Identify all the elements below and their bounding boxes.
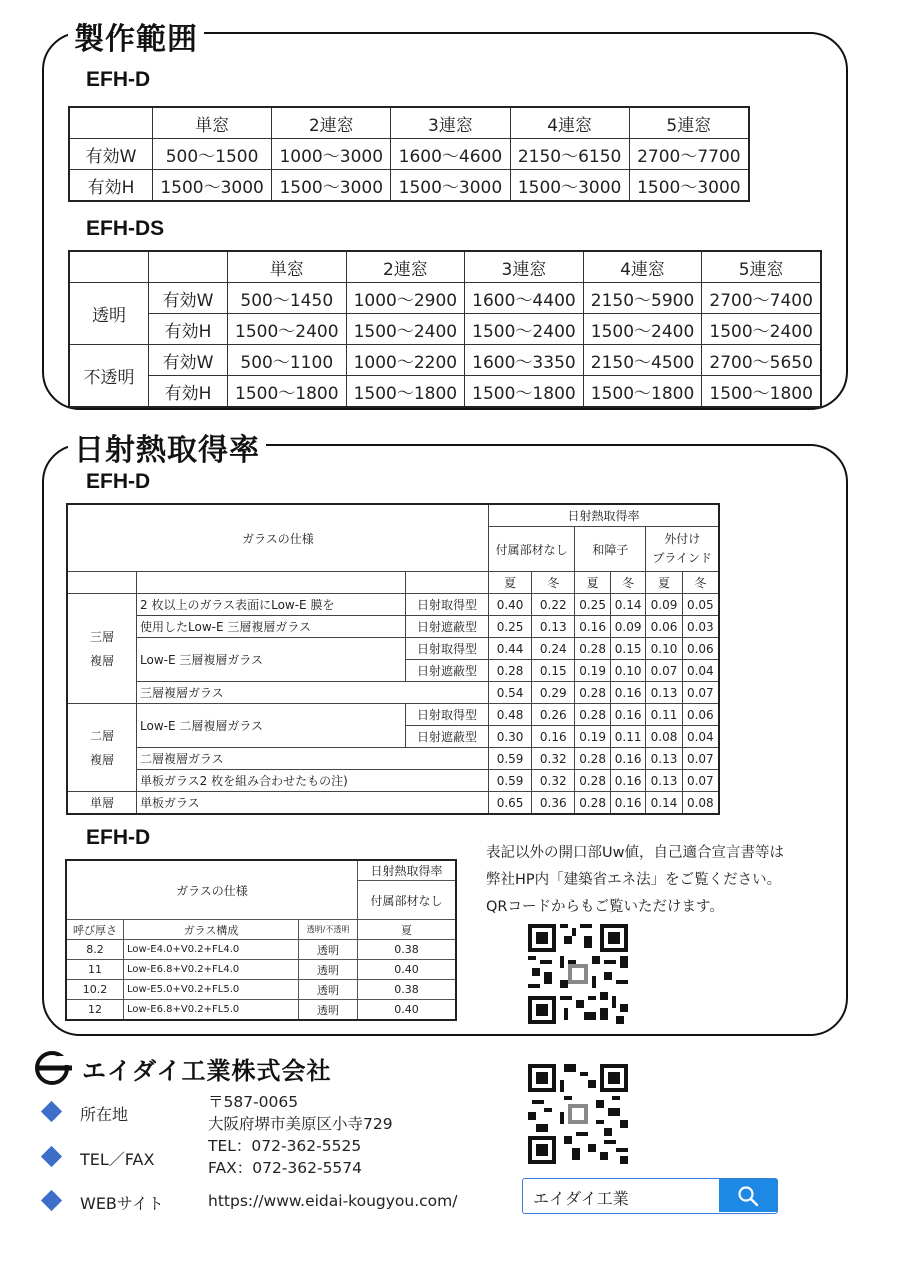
value-cell: 0.44	[489, 638, 532, 660]
table-row	[67, 638, 719, 660]
diamond-bullet-icon	[41, 1101, 62, 1122]
col-header: ガラス構成	[124, 920, 299, 940]
value-cell: 0.40	[489, 594, 532, 616]
table-cell: 1000～2900	[346, 283, 465, 314]
header-cell: 5連窓	[702, 251, 821, 283]
telfax-value	[208, 1135, 362, 1179]
category-double	[67, 704, 137, 792]
col-group-blind-line1: 外付け	[664, 532, 701, 546]
table-cell: 1500～2400	[228, 314, 347, 345]
table-cell: 500～1500	[153, 139, 272, 170]
value-cell: 0.04	[682, 660, 719, 682]
value-cell: 0.05	[682, 594, 719, 616]
value-cell: 0.13	[646, 748, 682, 770]
col-group-blind-line2: ブラインド	[652, 551, 713, 565]
table-row	[69, 283, 821, 314]
row-label: 有効H	[149, 314, 228, 345]
row-label: 有効W	[149, 283, 228, 314]
value-cell: 0.13	[646, 682, 682, 704]
sub-header: 付属部材なし	[358, 881, 457, 920]
table-cell: 1000～2200	[346, 345, 465, 376]
address-label: 所在地	[80, 1105, 129, 1124]
value-cell: 0.65	[489, 792, 532, 815]
glass-desc: 二層複層ガラス	[137, 748, 489, 770]
glass-type: 日射遮蔽型	[406, 616, 489, 638]
subtitle-efh-d-range: EFH-D	[86, 68, 151, 91]
category-label: 三層	[89, 629, 114, 644]
table-cell: 11	[66, 960, 124, 980]
value-cell: 0.13	[646, 770, 682, 792]
value-cell: 0.24	[532, 638, 575, 660]
table-cell: 1500～2400	[702, 314, 821, 345]
value-cell: 0.28	[575, 792, 611, 815]
value-cell: 0.59	[489, 770, 532, 792]
col-group-blind	[646, 527, 719, 572]
value-cell: 0.59	[489, 748, 532, 770]
note-line: 弊社HP内「建築省エネ法」をご覧ください。	[486, 872, 782, 888]
col-group-shoji: 和障子	[575, 527, 646, 572]
row-label: 有効W	[69, 139, 153, 170]
table-cell: 1500～1800	[465, 376, 584, 408]
table-row	[69, 345, 821, 376]
table-cell: 透明	[299, 980, 358, 1000]
value-cell: 0.28	[575, 704, 611, 726]
season-cell: 冬	[682, 572, 719, 594]
empty-cell	[137, 572, 406, 594]
header-cell: 2連窓	[346, 251, 465, 283]
table-cell: 2150～4500	[583, 345, 702, 376]
value-cell: 0.04	[682, 726, 719, 748]
value-cell: 0.16	[610, 770, 646, 792]
value-cell: 0.09	[646, 594, 682, 616]
category-label: 複層	[89, 752, 114, 767]
table-cell: 1500～2400	[346, 314, 465, 345]
value-cell: 0.13	[532, 616, 575, 638]
fax-number: FAX：072-362-5574	[208, 1159, 363, 1177]
table-cell: 2150～5900	[583, 283, 702, 314]
website-link[interactable]: https://www.eidai-kougyou.com/	[208, 1192, 458, 1210]
table-row	[69, 314, 821, 345]
search-icon	[737, 1185, 759, 1207]
table-cell: 0.40	[358, 960, 457, 980]
value-cell: 0.16	[532, 726, 575, 748]
table-cell: 透明	[299, 960, 358, 980]
group-label: 不透明	[69, 345, 149, 408]
empty-cell	[67, 572, 137, 594]
season-cell: 夏	[646, 572, 682, 594]
table-cell: 1500～2400	[583, 314, 702, 345]
value-cell: 0.54	[489, 682, 532, 704]
row-label: 有効H	[69, 170, 153, 202]
value-cell: 0.48	[489, 704, 532, 726]
value-cell: 0.15	[532, 660, 575, 682]
glass-desc: 三層複層ガラス	[137, 682, 489, 704]
col-header: 透明/不透明	[299, 920, 358, 940]
value-cell: 0.16	[575, 616, 611, 638]
tel-number: TEL：072-362-5525	[208, 1137, 362, 1155]
spec-header: ガラスの仕様	[66, 860, 358, 920]
table-row	[69, 170, 749, 202]
header-cell: 単窓	[228, 251, 347, 283]
table-cell: 1500～3000	[272, 170, 391, 202]
header-cell: 2連窓	[272, 107, 391, 139]
value-cell: 0.14	[646, 792, 682, 815]
season-cell: 冬	[532, 572, 575, 594]
value-cell: 0.16	[610, 748, 646, 770]
table-row	[67, 616, 719, 638]
spec-header: ガラスの仕様	[67, 504, 489, 572]
header-cell: 4連窓	[583, 251, 702, 283]
table-row	[67, 572, 719, 594]
value-cell: 0.28	[575, 748, 611, 770]
table-cell: 0.40	[358, 1000, 457, 1021]
table-row	[69, 139, 749, 170]
table-row	[69, 251, 821, 283]
shgc-table-efh-d	[66, 503, 720, 815]
glass-type: 日射遮蔽型	[406, 660, 489, 682]
value-cell: 0.36	[532, 792, 575, 815]
header-cell	[69, 107, 153, 139]
table-row	[67, 504, 719, 527]
table-cell: 1600～4400	[465, 283, 584, 314]
diamond-bullet-icon	[41, 1146, 62, 1167]
note-line: QRコードからもご覧いただけます。	[486, 899, 724, 915]
value-cell: 0.25	[575, 594, 611, 616]
value-cell: 0.06	[646, 616, 682, 638]
col-group-none: 付属部材なし	[489, 527, 575, 572]
value-cell: 0.32	[532, 748, 575, 770]
glass-type: 日射取得型	[406, 638, 489, 660]
glass-desc: Low-E 三層複層ガラス	[137, 638, 406, 682]
glass-desc: 使用したLow-E 三層複層ガラス	[137, 616, 406, 638]
header-cell: 4連窓	[510, 107, 629, 139]
table-row	[67, 594, 719, 616]
glass-type: 日射取得型	[406, 704, 489, 726]
table-row	[67, 704, 719, 726]
season-cell: 夏	[489, 572, 532, 594]
value-cell: 0.16	[610, 704, 646, 726]
season-cell: 夏	[575, 572, 611, 594]
table-row	[67, 770, 719, 792]
search-input[interactable]: エイダイ工業	[533, 1189, 629, 1208]
table-row	[69, 107, 749, 139]
glass-desc: 単板ガラス	[137, 792, 489, 815]
value-cell: 0.28	[575, 638, 611, 660]
rate-header: 日射熱取得率	[358, 860, 457, 881]
value-cell: 0.15	[610, 638, 646, 660]
value-cell: 0.22	[532, 594, 575, 616]
table-row	[66, 1000, 456, 1021]
table-cell: 1500～3000	[391, 170, 510, 202]
subtitle-efh-d-shgc-2: EFH-D	[86, 826, 151, 849]
value-cell: 0.10	[646, 638, 682, 660]
value-cell: 0.16	[610, 792, 646, 815]
value-cell: 0.06	[682, 704, 719, 726]
glass-desc: Low-E 二層複層ガラス	[137, 704, 406, 748]
value-cell: 0.03	[682, 616, 719, 638]
address-value	[208, 1091, 393, 1135]
company-name: エイダイ工業株式会社	[82, 1056, 332, 1085]
table-row	[66, 960, 456, 980]
value-cell: 0.10	[610, 660, 646, 682]
postal-code: 〒587-0065	[208, 1093, 299, 1111]
table-row	[66, 980, 456, 1000]
category-label: 複層	[89, 653, 114, 668]
table-cell: 1500～2400	[465, 314, 584, 345]
table-row	[67, 748, 719, 770]
table-cell: 2700～7700	[629, 139, 749, 170]
row-label: 有効W	[149, 345, 228, 376]
search-box[interactable]	[522, 1178, 778, 1214]
value-cell: 0.11	[610, 726, 646, 748]
value-cell: 0.06	[682, 638, 719, 660]
table-cell: 透明	[299, 940, 358, 960]
table-cell: Low-E6.8+V0.2+FL4.0	[124, 960, 299, 980]
table-cell: 1500～3000	[153, 170, 272, 202]
value-cell: 0.19	[575, 726, 611, 748]
header-cell: 3連窓	[465, 251, 584, 283]
diamond-bullet-icon	[41, 1190, 62, 1211]
table-cell: 1500～1800	[346, 376, 465, 408]
table-cell: 500～1100	[228, 345, 347, 376]
table-cell: 0.38	[358, 940, 457, 960]
section-title-solar-heat-gain: 日射熱取得率	[68, 425, 266, 469]
search-button[interactable]	[719, 1179, 777, 1212]
web-label: WEBサイト	[80, 1194, 164, 1213]
table-cell: 透明	[299, 1000, 358, 1021]
value-cell: 0.08	[646, 726, 682, 748]
table-cell: 8.2	[66, 940, 124, 960]
col-header: 呼び厚さ	[66, 920, 124, 940]
value-cell: 0.28	[489, 660, 532, 682]
value-cell: 0.16	[610, 682, 646, 704]
row-label: 有効H	[149, 376, 228, 408]
range-table-efh-ds	[68, 250, 822, 408]
section-title-production-range: 製作範囲	[68, 14, 204, 58]
value-cell: 0.26	[532, 704, 575, 726]
table-cell: 0.38	[358, 980, 457, 1000]
qr-code-website[interactable]	[528, 1064, 628, 1164]
table-cell: Low-E6.8+V0.2+FL5.0	[124, 1000, 299, 1021]
company-logo-icon	[34, 1050, 74, 1086]
subtitle-efh-d-shgc: EFH-D	[86, 470, 151, 493]
table-cell: 500～1450	[228, 283, 347, 314]
category-label: 二層	[89, 728, 114, 743]
table-cell: 1500～1800	[583, 376, 702, 408]
table-row	[66, 940, 456, 960]
value-cell: 0.11	[646, 704, 682, 726]
header-cell: 単窓	[153, 107, 272, 139]
value-cell: 0.30	[489, 726, 532, 748]
value-cell: 0.25	[489, 616, 532, 638]
value-cell: 0.28	[575, 682, 611, 704]
table-cell: 1500～1800	[702, 376, 821, 408]
group-label: 透明	[69, 283, 149, 345]
empty-cell	[149, 251, 228, 283]
subtitle-efh-ds-range: EFH-DS	[86, 217, 165, 240]
table-cell: 1600～3350	[465, 345, 584, 376]
glass-desc: 2 枚以上のガラス表面にLow-E 膜を	[137, 594, 406, 616]
table-cell: 2700～7400	[702, 283, 821, 314]
value-cell: 0.07	[682, 748, 719, 770]
range-table-efh-d	[68, 106, 750, 202]
glass-type: 日射取得型	[406, 594, 489, 616]
table-cell: 12	[66, 1000, 124, 1021]
rate-header: 日射熱取得率	[489, 504, 720, 527]
table-cell: 1500～1800	[228, 376, 347, 408]
value-cell: 0.07	[646, 660, 682, 682]
table-cell: 2150～6150	[510, 139, 629, 170]
table-row	[66, 860, 456, 881]
table-row	[66, 920, 456, 940]
note-line: 表記以外の開口部Uw値，自己適合宣言書等は	[486, 845, 784, 861]
glass-desc: 単板ガラス2 枚を組み合わせたもの注)	[137, 770, 489, 792]
table-row	[69, 376, 821, 408]
header-cell: 3連窓	[391, 107, 510, 139]
table-cell: 10.2	[66, 980, 124, 1000]
category-triple	[67, 594, 137, 704]
value-cell: 0.28	[575, 770, 611, 792]
table-cell: Low-E5.0+V0.2+FL5.0	[124, 980, 299, 1000]
note-text	[486, 840, 784, 921]
empty-cell	[69, 251, 149, 283]
value-cell: 0.29	[532, 682, 575, 704]
table-row	[67, 682, 719, 704]
value-cell: 0.19	[575, 660, 611, 682]
table-cell: 1500～3000	[629, 170, 749, 202]
value-cell: 0.08	[682, 792, 719, 815]
glass-type: 日射遮蔽型	[406, 726, 489, 748]
value-cell: 0.09	[610, 616, 646, 638]
table-row	[67, 792, 719, 815]
table-cell: 1600～4600	[391, 139, 510, 170]
value-cell: 0.07	[682, 770, 719, 792]
shgc-table-efh-d-glass	[65, 859, 457, 1021]
table-cell: 1500～3000	[510, 170, 629, 202]
season-cell: 冬	[610, 572, 646, 594]
table-cell: 1000～3000	[272, 139, 391, 170]
category-single: 単層	[67, 792, 137, 815]
col-header: 夏	[358, 920, 457, 940]
table-cell: 2700～5650	[702, 345, 821, 376]
value-cell: 0.32	[532, 770, 575, 792]
qr-code-energy-law[interactable]	[528, 924, 628, 1024]
telfax-label: TEL／FAX	[80, 1150, 155, 1169]
empty-cell	[406, 572, 489, 594]
address-text: 大阪府堺市美原区小寺729	[208, 1115, 393, 1133]
value-cell: 0.14	[610, 594, 646, 616]
company-logo-row	[34, 1050, 332, 1086]
table-cell: Low-E4.0+V0.2+FL4.0	[124, 940, 299, 960]
header-cell: 5連窓	[629, 107, 749, 139]
value-cell: 0.07	[682, 682, 719, 704]
